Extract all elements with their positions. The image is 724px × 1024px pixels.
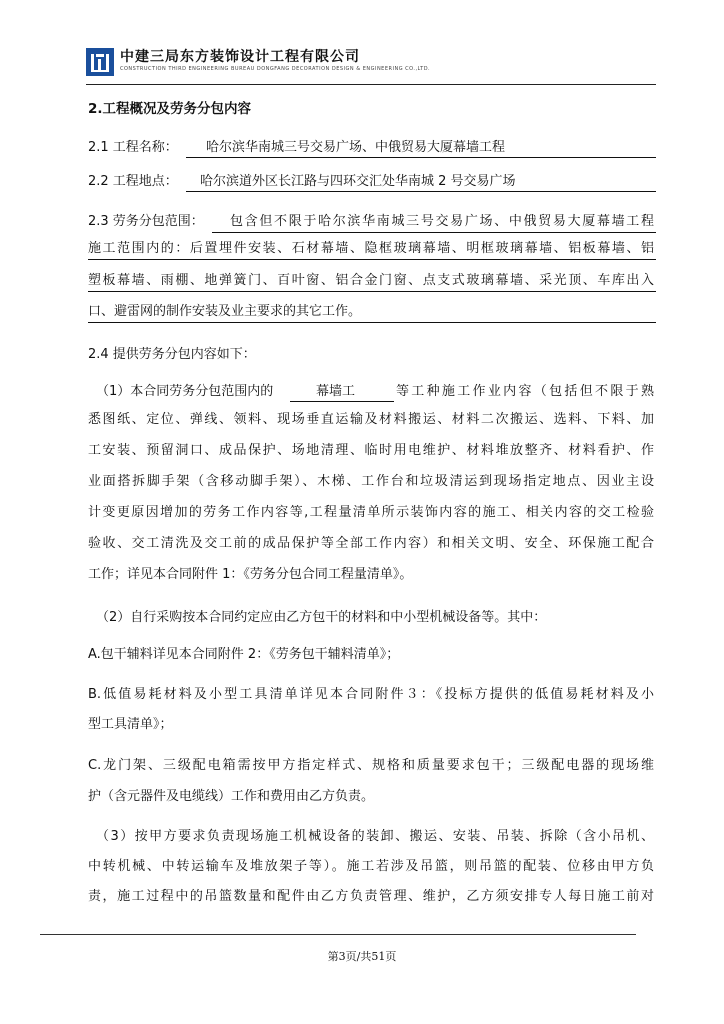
content-title: 2.4 提供劳务分包内容如下： [88,347,256,362]
project-name-underline [186,157,656,158]
project-location-value: 哈尔滨道外区长江路与四环交汇处华南城 2 号交易广场 [200,174,516,189]
page-number: 第3页/共51页 [327,950,397,963]
footer-divider [40,934,636,935]
project-name-label: 2.1 工程名称： [88,140,178,155]
item3-line: （3）按甲方要求负责现场施工机械设备的装卸、搬运、安装、吊装、拆除（含小吊机、 [96,829,654,844]
item2c-line: 护（含元器件及电缆线）工作和费用由乙方负责。 [88,789,375,804]
item1-line: 验收、交工清洗及交工前的成品保护等全部工作内容）和相关文明、安全、环保施工配合 [88,536,654,551]
scope-underline [88,291,656,292]
company-name-english: CONSTRUCTION THIRD ENGINEERING BUREAU DONGFANG DECORATION DESIGN & ENGINEERING CO.,LTD. [120,66,431,72]
scope-underline [88,259,656,260]
company-logo-icon [86,48,114,76]
item3-line: 中转机械、中转运输车及堆放架子等）。施工若涉及吊篮，则吊篮的配装、位移由甲方负 [88,859,654,874]
item1-line: 计变更原因增加的劳务工作内容等,工程量清单所示装饰内容的施工、相关内容的交工检验 [88,505,654,520]
item2c-line: C.龙门架、三级配电箱需按甲方指定样式、规格和质量要求包干；三级配电器的现场维 [88,758,654,773]
item3-line: 责，施工过程中的吊篮数量和配件由乙方负责管理、维护，乙方须安排专人每日施工前对 [88,889,654,904]
scope-underline [212,232,656,233]
item2a-text: A.包干辅料详见本合同附件 2：《劳务包干辅料清单》； [88,647,400,662]
company-name: 中建三局东方装饰设计工程有限公司 [120,49,360,65]
item1-line: 悉图纸、定位、弹线、领料、现场垂直运输及材料搬运、材料二次搬运、选料、下料、加 [88,412,654,427]
item1-blank-underline [290,401,394,402]
item1-suffix: 等工种施工作业内容（包括但不限于熟 [396,384,654,399]
item2b-line: 型工具清单》； [88,717,173,732]
item2-text: （2）自行采购按本合同约定应由乙方包干的材料和中小型机械设备等。其中： [96,610,547,625]
item1-line: 业面搭拆脚手架（含移动脚手架）、木梯、工作台和垃圾清运到现场指定地点、因业主设 [88,474,654,489]
item2b-line: B.低值易耗材料及小型工具清单详见本合同附件３：《投标方提供的低值易耗材料及小 [88,687,654,702]
scope-line: 包含但不限于哈尔滨华南城三号交易广场、中俄贸易大厦幕墙工程 [230,214,654,229]
scope-label: 2.3 劳务分包范围： [88,214,204,229]
project-location-underline [186,191,656,192]
scope-line: 施工范围内的：后置埋件安装、石材幕墙、隐框玻璃幕墙、明框玻璃幕墙、铝板幕墙、铝 [88,241,654,256]
scope-line: 塑板幕墙、雨棚、地弹簧门、百叶窗、铝合金门窗、点支式玻璃幕墙、采光顶、车库出入 [88,273,654,288]
item1-blank-value: 幕墙工 [316,384,356,399]
item1-prefix: （1）本合同劳务分包范围内的 [96,384,274,399]
section-title: 2.工程概况及劳务分包内容 [88,101,252,117]
scope-underline [88,322,656,323]
project-location-label: 2.2 工程地点： [88,174,178,189]
page-header [86,44,666,82]
item1-line: 工作；详见本合同附件 1：《劳务分包合同工程量清单》。 [88,567,413,582]
item1-line: 工安装、预留洞口、成品保护、场地清理、临时用电维护、材料堆放整齐、材料看护、作 [88,443,654,458]
header-divider [86,84,656,85]
scope-line: 口、避雷网的制作安装及业主要求的其它工作。 [88,304,362,319]
project-name-value: 哈尔滨华南城三号交易广场、中俄贸易大厦幕墙工程 [206,140,506,155]
